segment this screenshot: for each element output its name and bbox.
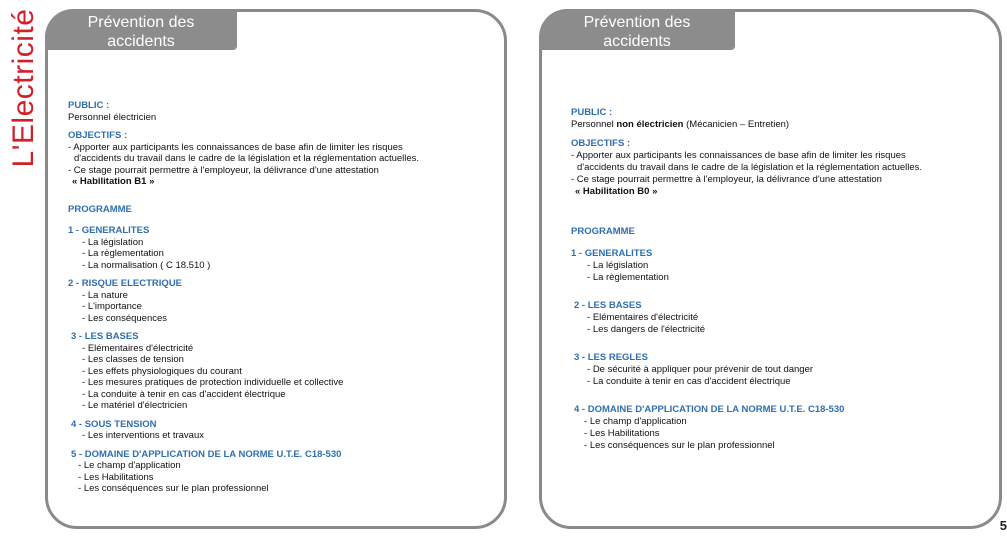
list-item: - Les conséquences [68,313,488,325]
list-item: - Les Habilitations [571,428,991,440]
header-line-2-pre: Personnel [584,52,661,69]
public-label: PUBLIC : [571,107,613,118]
side-title: L'Electricité [7,8,40,168]
list-item: - Le matériel d'électricien [68,400,488,412]
list-item: - Les effets physiologiques du courant [68,366,488,378]
section-title: 2 - LES BASES [574,300,642,311]
list-item: - Les interventions et travaux [68,430,488,442]
list-item: - Elémentaires d'électricité [68,343,488,355]
section-title: 3 - LES BASES [71,331,139,342]
page-number: 5 [999,518,1007,533]
list-item: - La législation [571,260,991,272]
list-item: - De sécurité à appliquer pour prévenir de tout danger [571,364,991,376]
header-line-2-bold: non [660,52,690,69]
header-line-2: Personnel électricien [66,52,216,69]
list-item: - Le champ d'application [68,460,488,472]
objectif-line: - Ce stage pourrait permettre à l'employeur, la délivrance d'une attestation [68,164,379,176]
card-content [68,100,488,495]
header-line-1: Prévention des accidents [583,14,691,50]
objectif-line: « Habilitation B0 » [575,186,658,197]
objectif-line: « Habilitation B1 » [72,176,155,187]
public-label: PUBLIC : [68,100,110,111]
objectif-line: - Apporter aux participants les connaissances de base afin de limiter les risques [68,141,403,153]
list-item: - La règlementation [68,248,488,260]
section-title: 1 - GENERALITES [571,248,653,259]
card-personnel-non-electricien [539,9,1002,529]
list-item: - La législation [68,237,488,249]
public-value [571,119,991,131]
card-content [571,107,991,452]
public-value: Personnel électricien [68,111,157,123]
section-title: 4 - SOUS TENSION [71,418,157,430]
header-line-2-post: électricien [600,71,674,88]
section-title: 1 - GENERALITES [68,225,150,236]
list-item: - La conduite à tenir en cas d'accident électrique [571,376,991,388]
public-value-bold: non électricien [616,119,684,130]
header-line-2 [551,51,723,89]
header-line-1: Prévention des accidents [87,14,195,50]
programme-label: PROGRAMME [571,226,635,237]
list-item: - Les classes de tension [68,354,488,366]
list-item: - Les conséquences sur le plan professionnel [571,440,991,452]
section-title: 2 - RISQUE ELECTRIQUE [68,278,183,289]
objectif-line: d'accidents du travail dans le cadre de la législation et la réglementation actuelles. [74,153,420,164]
card-header [45,9,237,69]
section-title: 3 - LES REGLES [574,352,648,363]
list-item: - La conduite à tenir en cas d'accident électrique [68,389,488,401]
section-title: 5 - DOMAINE D'APPLICATION DE LA NORME U.T.E. C18-530 [71,448,342,460]
objectif-line: - Ce stage pourrait permettre à l'employeur, la délivrance d'une attestation [571,174,882,185]
list-item: - Les mesures pratiques de protection individuelle et collective [68,377,488,389]
objectifs-label: OBJECTIFS : [68,130,128,141]
list-item: - La normalisation ( C 18.510 ) [68,260,488,272]
list-item: - Les Habilitations [68,472,488,484]
list-item: - Le champ d'application [571,416,991,428]
section-title: 4 - DOMAINE D'APPLICATION DE LA NORME U.T.E. C18-530 [574,404,845,415]
programme-label: PROGRAMME [68,203,132,215]
list-item: - La règlementation [571,272,991,284]
list-item: - L'importance [68,301,488,313]
card-personnel-electricien [45,9,507,529]
objectif-line: d'accidents du travail dans le cadre de la législation et la réglementation actuelles. [577,162,923,173]
public-value-pre: Personnel [571,119,617,130]
objectif-line: - Apporter aux participants les connaissances de base afin de limiter les risques [571,150,906,161]
list-item: - Elémentaires d'électricité [571,312,991,324]
list-item: - Les conséquences sur le plan professionnel [68,483,488,495]
objectifs-label: OBJECTIFS : [571,138,631,149]
list-item: - Les dangers de l'électricité [571,324,991,336]
public-value-post: (Mécanicien – Entretien) [683,119,790,130]
card-header [539,9,735,88]
list-item: - La nature [68,290,488,302]
